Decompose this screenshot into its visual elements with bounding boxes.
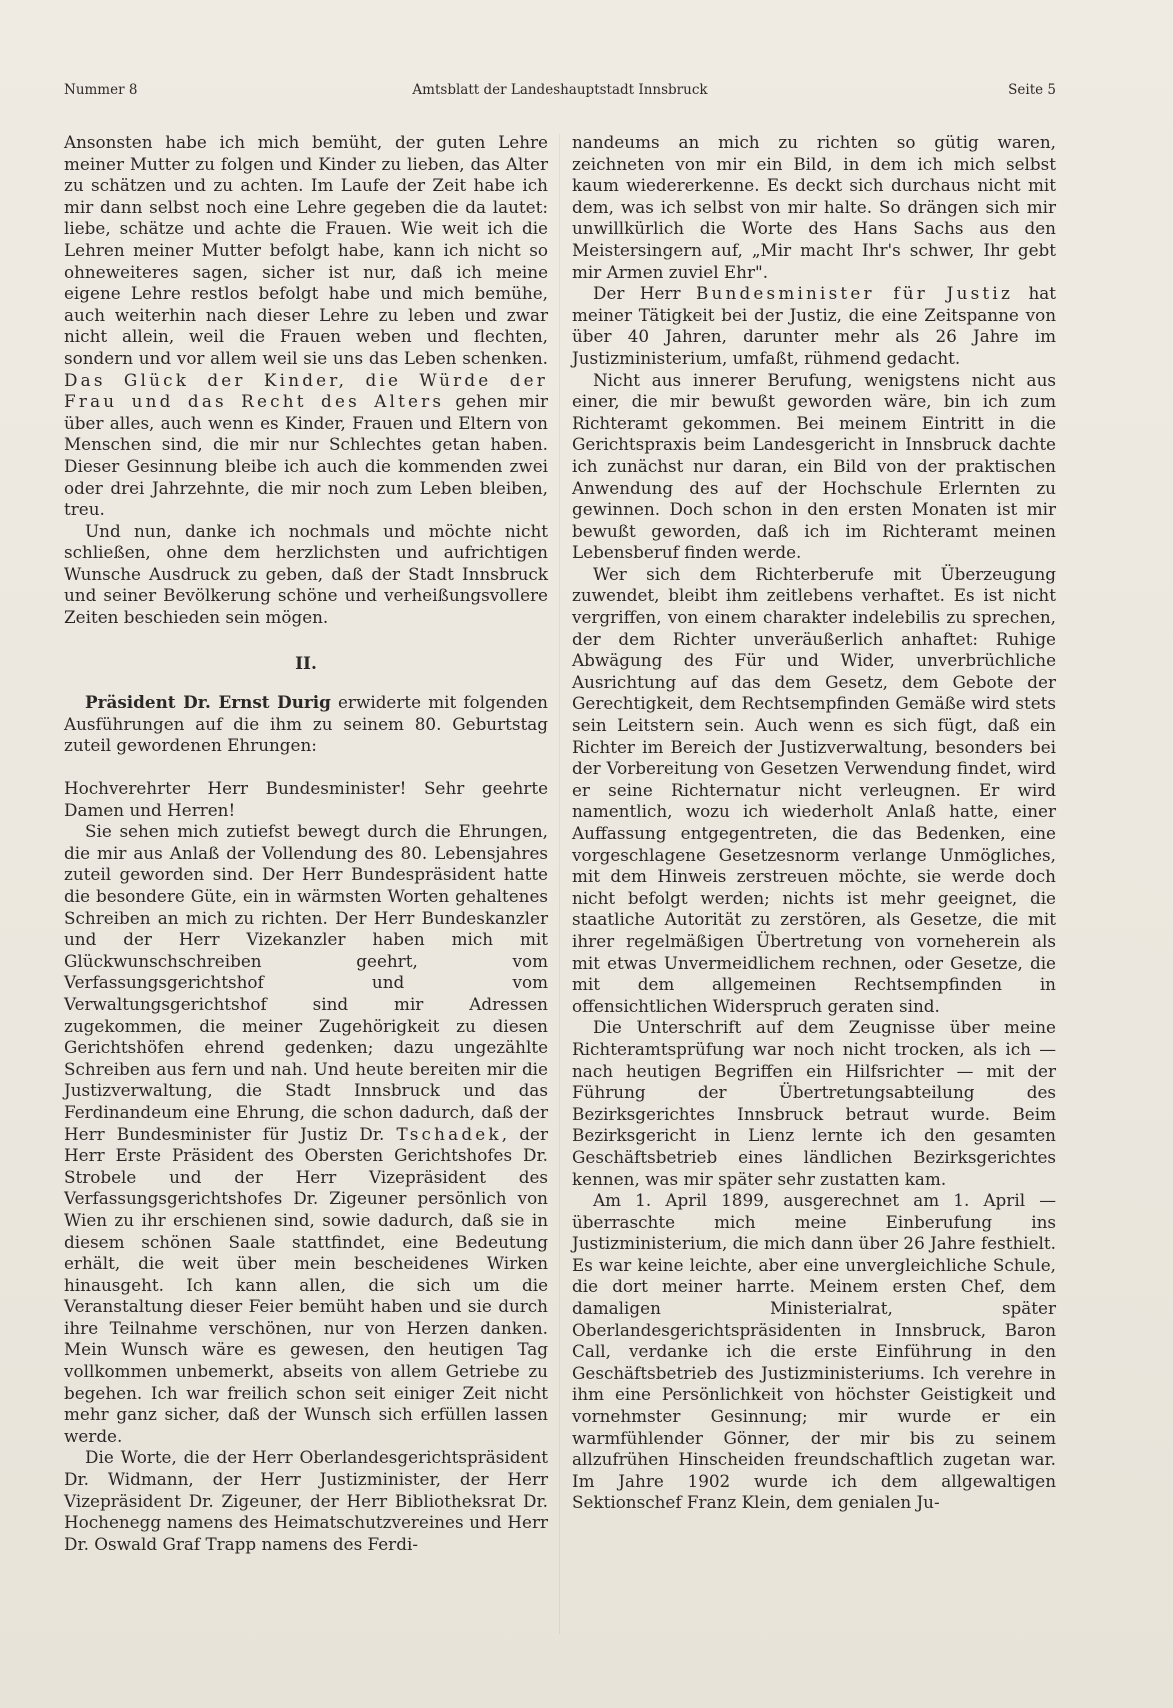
paragraph xyxy=(64,692,548,757)
paragraph: Die Worte, die der Herr Oberlandesgerichtspräsident Dr. Widmann, der Herr Justizminister, der Herr Vizepräsident Dr. Zigeuner, der Herr Bibliotheksrat Dr. Hochenegg namens des Heimatschutzvereines und Herr Dr. Oswald Graf Trapp namens des Ferdi- xyxy=(64,1447,548,1554)
paragraph xyxy=(64,132,548,521)
paragraph-text: gehen mir über alles, auch wenn es Kinder, Frauen und Eltern von Menschen sind, die mir nur Schlechtes getan haben. Dieser Gesinnung bleibe ich auch die kommenden zwei oder drei Jahrzehnte, die mir noch zum Leben bleiben, treu. xyxy=(64,391,548,520)
paragraph: Am 1. April 1899, ausgerechnet am 1. April — überraschte mich meine Einberufung ins Justizministerium, die mich dann über 26 Jahre festhielt. Es war keine leichte, aber eine unvergleichliche Schule, die dort meiner harrte. Meinem ersten Chef, dem damaligen Ministerialrat, später Oberlandesgerichtspräsidenten in Innsbruck, Baron Call, verdanke ich die erste Einführung in den Geschäftsbetrieb des Justizministeriums. Ich verehre in ihm eine Persönlichkeit von höchster Geistigkeit und vornehmster Gesinnung; mir wurde er ein warmfühlender Gönner, der mir bis zu seinem allzufrühen Hinscheiden freundschaftlich zugetan war. Im Jahre 1902 wurde ich dem allgewaltigen Sektionschef Franz Klein, dem genialen Ju- xyxy=(572,1190,1056,1513)
publication-title: Amtsblatt der Landeshauptstadt Innsbruck xyxy=(412,82,708,98)
paragraph-text: Sie sehen mich zutiefst bewegt durch die Ehrungen, die mir aus Anlaß der Vollendung des 80. Lebensjahres zuteil geworden sind. Der Herr Bundespräsident hatte die besondere Güte, ein in wärmsten Worten gehaltenes Schreiben an mich zu richten. Der Herr Bundeskanzler und der Herr Vizekanzler haben mich mit Glückwunschschreiben geehrt, vom Verfassungsgerichtshof und vom Verwaltungsgerichtshof sind mir Adressen zugekommen, die meiner Zugehörigkeit zu diesen Gerichtshöfen ehrend gedenken; dazu ungezählte Schreiben aus fern und nah. Und heute bereiten mir die Justizverwaltung, die Stadt Innsbruck und das Ferdinandeum eine Ehrung, die schon dadurch, daß der Herr Bundesminister für Justiz Dr. xyxy=(64,821,548,1144)
paragraph: Nicht aus innerer Berufung, wenigstens nicht aus einer, die mir bewußt geworden wäre, bin ich zum Richteramt gekommen. Bei meinem Eintritt in die Gerichtspraxis beim Landesgericht in Innsbruck dachte ich zunächst nur daran, ein Bild von der praktischen Anwendung des auf der Hochschule Erlernten zu gewinnen. Doch schon in den ersten Monaten ist mir bewußt geworden, daß ich im Richteramt meinen Lebensberuf finden werde. xyxy=(572,369,1056,563)
paragraph: nandeums an mich zu richten so gütig waren, zeichneten von mir ein Bild, in dem ich mich selbst kaum wiedererkenne. Es deckt sich durchaus nicht mit dem, was ich selbst von mir halte. So drängen sich mir unwillkürlich die Worte des Hans Sachs aus den Meistersingern auf, „Mir macht Ihr's schwer, Ihr gebt mir Armen zuviel Ehr". xyxy=(572,132,1056,282)
paragraph xyxy=(64,821,548,1447)
salutation: Hochverehrter Herr Bundesminister! Sehr geehrte Damen und Herren! xyxy=(64,778,548,820)
left-column xyxy=(64,132,548,1555)
paragraph: Wer sich dem Richterberufe mit Überzeugung zuwendet, bleibt ihm zeitlebens verhaftet. Es ist nicht vergriffen, von einem charakter indelebilis zu sprechen, der dem Richter unveräußerlich anhaftet: Ruhige Abwägung des Für und Wider, unverbrüchliche Ausrichtung auf das dem Gesetz, dem Gebote der Gerechtigkeit, dem Rechtsempfinden Gemäße wird stets sein Leitstern sein. Auch wenn es sich fügt, daß ein Richter im Bereich der Justizverwaltung, besonders bei der Vorbereitung von Gesetzen Verwendung findet, wird er seine Richternatur nicht verleugnen. Er wird namentlich, wozu ich wiederholt Anlaß hatte, einer Auffassung entgegentreten, die das Bedenken, eine vorgeschlagene Gesetzesnorm verlange Unmögliches, mit dem Hinweis zerstreuen möchte, sie werde doch nicht befolgt werden; nichts ist mehr geeignet, die staatliche Autorität zu zerstören, als Gesetze, die mit ihrer regelmäßigen Übertretung von vorneherein als mit etwas Unvermeidlichem rechnen, oder Gesetze, die mit dem allgemeinen Rechtsempfinden in offensichtlichen Widerspruch geraten sind. xyxy=(572,563,1056,1016)
page-header xyxy=(64,80,1056,100)
section-number: II. xyxy=(295,653,317,674)
emphasized-text: Das Glück der Kinder, die Würde der Frau und das Recht des Alters xyxy=(64,369,548,412)
emphasized-text: Tschadek xyxy=(396,1123,502,1144)
paragraph-text: Der Herr xyxy=(593,283,696,304)
paragraph: Und nun, danke ich nochmals und möchte nicht schließen, ohne dem herzlichsten und aufrichtigen Wunsche Ausdruck zu geben, daß der Stadt Innsbruck und seiner Bevölkerung schöne und verheißungsvollere Zeiten beschieden sein mögen. xyxy=(64,520,548,628)
paragraph-text: Ansonsten habe ich mich bemüht, der guten Lehre meiner Mutter zu folgen und Kinder zu lieben, das Alter zu schätzen und zu achten. Im Laufe der Zeit habe ich mir dann selbst noch eine Lehre gegeben die da lautet: liebe, schätze und achte die Frauen. Wie weit ich die Lehren meiner Mutter befolgt habe, kann ich nicht so ohneweiteres sagen, sicher ist nur, daß ich meine eigene Lehre restlos befolgt habe und mich bemühe, auch weiterhin nach dieser Lehre zu leben und zwar nicht allein, weil die Frauen weben und flechten, sondern und vor allem weil sie uns das Leben schenken. xyxy=(64,132,548,368)
paragraph: Die Unterschrift auf dem Zeugnisse über meine Richteramtsprüfung war noch nicht trocken, als ich — nach heutigen Begriffen ein Hilfsrichter — mit der Führung der Übertretungsabteilung des Bezirksgerichtes Innsbruck betraut wurde. Beim Bezirksgericht in Lienz lernte ich den gesamten Geschäftsbetrieb eines ländlichen Bezirksgerichtes kennen, was mir später sehr zustatten kam. xyxy=(572,1017,1056,1189)
paragraph xyxy=(572,283,1056,369)
right-column xyxy=(572,132,1056,1514)
emphasized-text: Bundesminister für Justiz xyxy=(695,283,1013,304)
page-number: Seite 5 xyxy=(1008,82,1056,98)
issue-number: Nummer 8 xyxy=(64,82,138,98)
paragraph-text: hat meiner Tätigkeit bei der Justiz, die eine Zeitspanne von über 40 Jahren, darunter mehr als 26 Jahre im Justizministerium, umfaßt, rühmend gedacht. xyxy=(572,283,1057,368)
paragraph-text: erwiderte mit folgenden Ausführungen auf die ihm zu seinem 80. Geburtstag zuteil gewordenen Ehrungen: xyxy=(64,692,548,756)
speaker-name: Präsident Dr. Ernst Durig xyxy=(85,692,331,713)
column-divider xyxy=(559,134,560,1634)
paragraph-text: , der Herr Erste Präsident des Obersten Gerichtshofes Dr. Strobele und der Herr Vizepräsident des Verfassungsgerichtshofes Dr. Zigeuner persönlich von Wien zu ihr erschienen sind, sowie dadurch, daß sie in diesem schönen Saale stattfindet, eine Bedeutung erhält, die weit über mein bescheidenes Wirken hinausgeht. Ich kann allen, die sich um die Veranstaltung dieser Feier bemüht haben und sie durch ihre Teilnahme verschönen, nur von Herzen danken. Mein Wunsch wäre es gewesen, den heutigen Tag vollkommen unbemerkt, abseits von allem Getriebe zu begehen. Ich war freilich schon seit einiger Zeit nicht mehr ganz sicher, daß der Wunsch sich erfüllen lassen werde. xyxy=(64,1123,548,1446)
